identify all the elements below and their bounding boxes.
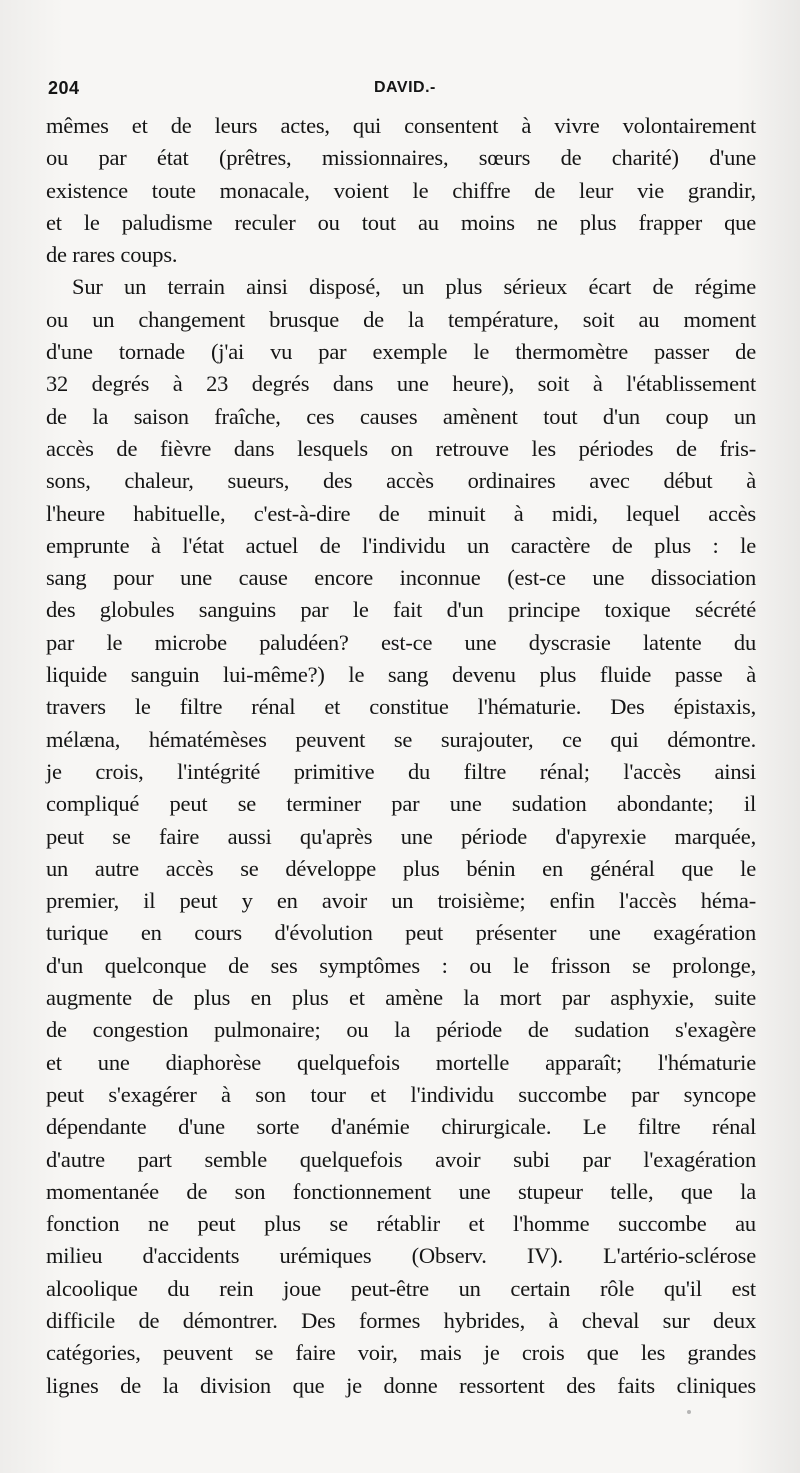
text-line: alcoolique du rein joue peut-être un certain rôle qu'il est bbox=[46, 1275, 756, 1301]
text-line: l'heure habituelle, c'est-à-dire de minuit à midi, lequel accès bbox=[46, 500, 756, 526]
text-line: je crois, l'intégrité primitive du filtre rénal; l'accès ainsi bbox=[46, 758, 756, 784]
text-line: ou par état (prêtres, missionnaires, sœurs de charité) d'une bbox=[46, 145, 756, 171]
text-line: de rares coups. bbox=[46, 242, 178, 268]
text-line: fonction ne peut plus se rétablir et l'homme succombe au bbox=[46, 1211, 756, 1237]
text-line: emprunte à l'état actuel de l'individu un caractère de plus : le bbox=[46, 532, 756, 558]
text-line: sang pour une cause encore inconnue (est-ce une dissociation bbox=[46, 565, 756, 591]
page-header bbox=[48, 78, 758, 104]
text-line: de la saison fraîche, ces causes amènent tout d'un coup un bbox=[46, 403, 756, 429]
text-line: des globules sanguins par le fait d'un principe toxique sécrété bbox=[46, 597, 756, 623]
text-line: ou un changement brusque de la température, soit au moment bbox=[46, 306, 756, 332]
body-text bbox=[46, 110, 756, 1402]
text-line: momentanée de son fonctionnement une stupeur telle, que la bbox=[46, 1178, 756, 1204]
text-line: premier, il peut y en avoir un troisième; enfin l'accès héma- bbox=[46, 888, 756, 914]
text-line: accès de fièvre dans lesquels on retrouve les périodes de fris- bbox=[46, 435, 756, 461]
text-line: milieu d'accidents urémiques (Observ. IV). L'artério-sclérose bbox=[46, 1243, 756, 1269]
text-line: d'une tornade (j'ai vu par exemple le thermomètre passer de bbox=[46, 339, 756, 365]
text-line: 32 degrés à 23 degrés dans une heure), soit à l'établissement bbox=[46, 371, 756, 397]
text-line: Sur un terrain ainsi disposé, un plus sérieux écart de régime bbox=[72, 274, 756, 300]
text-line: lignes de la division que je donne ressortent des faits cliniques bbox=[46, 1372, 756, 1398]
running-head: DAVID.- bbox=[374, 79, 436, 96]
text-line: de congestion pulmonaire; ou la période de sudation s'exagère bbox=[46, 1017, 756, 1043]
text-line: turique en cours d'évolution peut présenter une exagération bbox=[46, 920, 756, 946]
text-line: sons, chaleur, sueurs, des accès ordinaires avec début à bbox=[46, 468, 756, 494]
text-line: compliqué peut se terminer par une sudation abondante; il bbox=[46, 791, 756, 817]
text-line: mêmes et de leurs actes, qui consentent à vivre volontairement bbox=[46, 113, 756, 138]
text-line: travers le filtre rénal et constitue l'hématurie. Des épistaxis, bbox=[46, 694, 756, 720]
page-number: 204 bbox=[48, 78, 80, 98]
text-line: et une diaphorèse quelquefois mortelle apparaît; l'hématurie bbox=[46, 1049, 756, 1075]
text-line: un autre accès se développe plus bénin en général que le bbox=[46, 855, 756, 881]
text-line: d'un quelconque de ses symptômes : ou le frisson se prolonge, bbox=[46, 952, 756, 978]
text-line: liquide sanguin lui-même?) le sang devenu plus fluide passe à bbox=[46, 662, 756, 688]
text-line: augmente de plus en plus et amène la mort par asphyxie, suite bbox=[46, 985, 756, 1011]
text-line: peut se faire aussi qu'après une période d'apyrexie marquée, bbox=[46, 823, 756, 849]
text-line: existence toute monacale, voient le chiffre de leur vie grandir, bbox=[46, 177, 756, 203]
ink-speck bbox=[687, 1410, 691, 1414]
text-line: par le microbe paludéen? est-ce une dyscrasie latente du bbox=[46, 629, 756, 655]
text-line: d'autre part semble quelquefois avoir subi par l'exagération bbox=[46, 1146, 756, 1172]
text-line: et le paludisme reculer ou tout au moins ne plus frapper que bbox=[46, 209, 756, 235]
text-line: dépendante d'une sorte d'anémie chirurgicale. Le filtre rénal bbox=[46, 1114, 756, 1140]
text-line: catégories, peuvent se faire voir, mais je crois que les grandes bbox=[46, 1340, 756, 1366]
text-line: difficile de démontrer. Des formes hybrides, à cheval sur deux bbox=[46, 1307, 756, 1333]
text-line: peut s'exagérer à son tour et l'individu succombe par syncope bbox=[46, 1081, 756, 1107]
text-line: mélæna, hématémèses peuvent se surajouter, ce qui démontre. bbox=[46, 726, 756, 752]
